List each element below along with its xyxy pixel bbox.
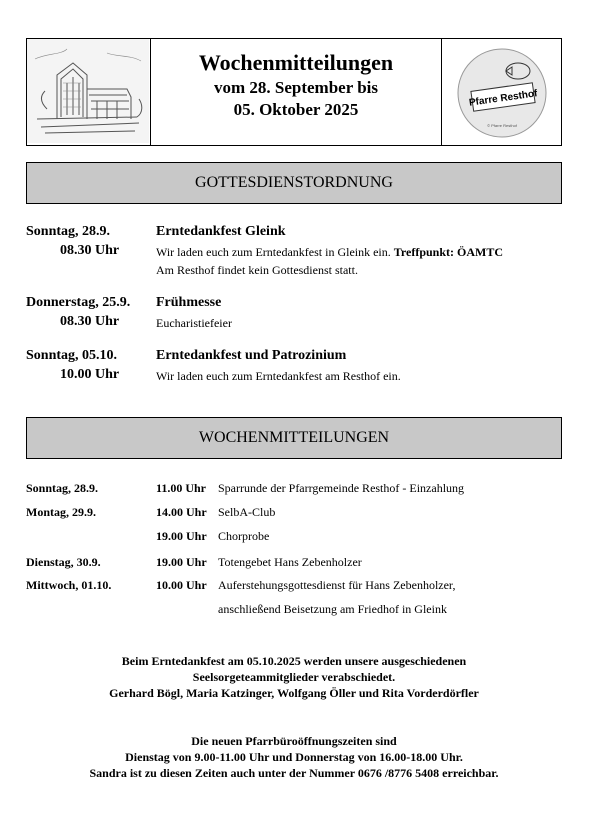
notice-line: Dienstag von 9.00-11.00 Uhr und Donnerstag von 16.00-18.00 Uhr. <box>125 750 463 764</box>
header-box <box>26 38 562 146</box>
service-date: Sonntag, 28.9. <box>26 224 111 239</box>
office-hours-notice <box>26 733 562 781</box>
weekly-row <box>26 555 562 573</box>
weekly-time: 11.00 Uhr <box>156 481 207 495</box>
weekly-time: 14.00 Uhr <box>156 505 207 519</box>
weekly-text: Chorprobe <box>218 529 270 543</box>
notice-line: Seelsorgeteammitglieder verabschiedet. <box>192 670 396 684</box>
service-title: Erntedankfest und Patrozinium <box>156 348 347 363</box>
service-meeting-point: Treffpunkt: ÖAMTC <box>393 245 504 259</box>
weekly-time: 19.00 Uhr <box>156 529 207 543</box>
notice-line: Gerhard Bögl, Maria Katzinger, Wolfgang Öller und Rita Vorderdörfler <box>109 686 479 700</box>
logo-text: Pfarre Resthof <box>468 88 539 109</box>
service-description: Wir laden euch zum Erntedankfest am Resthof ein. <box>156 369 401 383</box>
page-title: Wochenmitteilungen <box>198 50 394 75</box>
weekly-row <box>26 602 562 620</box>
service-title: Frühmesse <box>156 295 222 310</box>
weekly-text: anschließend Beisetzung am Friedhof in Gleink <box>218 602 447 616</box>
weekly-row <box>26 505 562 523</box>
title-block <box>151 49 441 121</box>
service-desc-text: Wir laden euch zum Erntedankfest in Gleink ein. <box>156 245 394 259</box>
service-date: Sonntag, 05.10. <box>26 348 118 363</box>
service-time: 08.30 Uhr <box>60 243 120 258</box>
notice-line: Sandra ist zu diesen Zeiten auch unter der Nummer 0676 /8776 5408 erreichbar. <box>89 766 499 780</box>
weekly-heading: WOCHENMITTEILUNGEN <box>26 417 562 459</box>
service-desc-note: Am Resthof findet kein Gottesdienst statt. <box>156 263 358 277</box>
weekly-day: Mittwoch, 01.10. <box>26 578 112 592</box>
weekly-time: 10.00 Uhr <box>156 578 207 592</box>
notice-line: Die neuen Pfarrbüroöffnungszeiten sind <box>191 734 397 748</box>
weekly-text: Sparrunde der Pfarrgemeinde Resthof - Einzahlung <box>218 481 465 495</box>
service-date: Donnerstag, 25.9. <box>26 295 131 310</box>
weekly-row <box>26 481 562 499</box>
service-description <box>156 243 576 279</box>
weekly-text: SelbA-Club <box>218 505 276 519</box>
service-description: Eucharistiefeier <box>156 316 232 330</box>
date-range-line1: vom 28. September bis <box>213 78 378 97</box>
weekly-day: Dienstag, 30.9. <box>26 555 101 569</box>
parish-seal-icon <box>442 39 560 143</box>
notice-line: Beim Erntedankfest am 05.10.2025 werden unsere ausgeschiedenen <box>121 654 467 668</box>
weekly-day: Sonntag, 28.9. <box>26 481 99 495</box>
services-heading: GOTTESDIENSTORDNUNG <box>26 162 562 204</box>
church-building-icon <box>27 39 149 143</box>
church-sketch-image <box>27 39 151 145</box>
weekly-text: Totengebet Hans Zebenholzer <box>218 555 362 569</box>
weekly-row <box>26 578 562 596</box>
weekly-text: Auferstehungsgottesdienst für Hans Zebenholzer, <box>218 578 456 592</box>
date-range-line2: 05. Oktober 2025 <box>233 100 359 119</box>
service-time: 08.30 Uhr <box>60 314 120 329</box>
weekly-time: 19.00 Uhr <box>156 555 207 569</box>
parish-logo <box>441 39 561 145</box>
farewell-notice <box>26 653 562 701</box>
service-title: Erntedankfest Gleink <box>156 224 286 239</box>
logo-small-text: © Pfarre Resthof <box>487 123 517 128</box>
weekly-row <box>26 529 562 547</box>
weekly-day: Montag, 29.9. <box>26 505 96 519</box>
service-time: 10.00 Uhr <box>60 367 120 382</box>
